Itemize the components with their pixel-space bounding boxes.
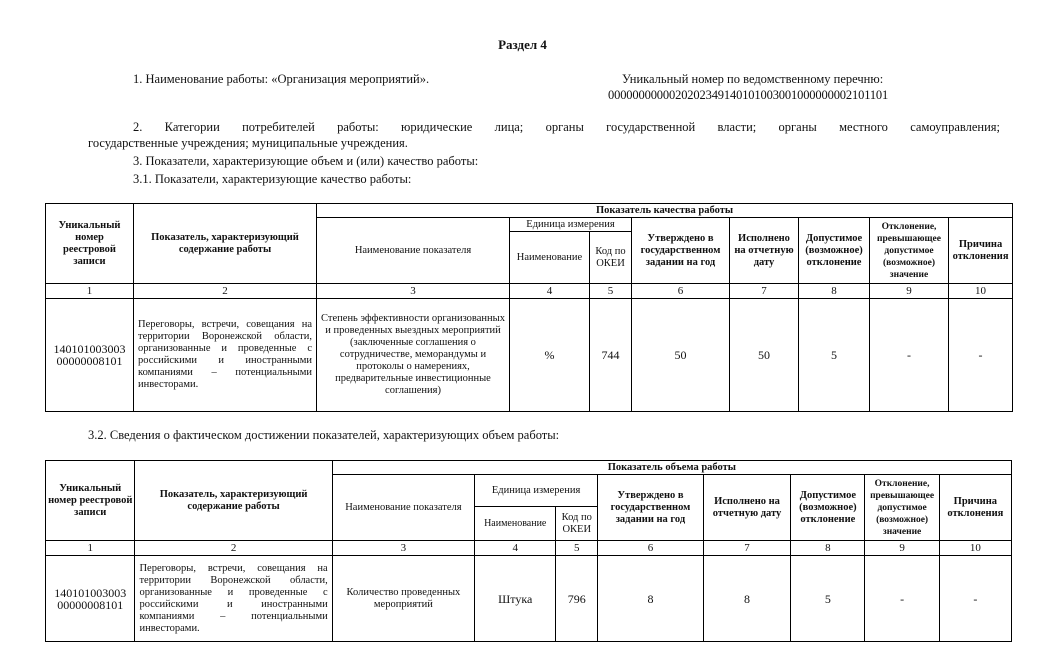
header-unique-number: Уникальный номер реестровой записи bbox=[46, 204, 134, 284]
allowed-deviation-value: 5 bbox=[799, 299, 870, 412]
col-num-9: 9 bbox=[865, 541, 939, 556]
registry-label: Уникальный номер по ведомственному перечню: bbox=[622, 72, 884, 86]
deviation-reason-value: - bbox=[949, 299, 1013, 412]
header-content-indicator: Показатель, характеризующий содержание работы bbox=[135, 461, 332, 541]
header-approved: Утверждено в государственном задании на год bbox=[598, 475, 704, 541]
header-indicator-name: Наименование показателя bbox=[317, 218, 510, 284]
col-num-6: 6 bbox=[598, 541, 704, 556]
allowed-deviation-value: 5 bbox=[791, 556, 865, 642]
registry-number: 0000000000020202349140101003001000000002101101 bbox=[608, 88, 889, 102]
header-quality-group: Показатель качества работы bbox=[317, 204, 1013, 218]
col-num-1: 1 bbox=[46, 541, 135, 556]
col-num-3: 3 bbox=[317, 284, 510, 299]
header-allowed-deviation: Допустимое (возможное) отклонение bbox=[799, 218, 870, 284]
col-num-10: 10 bbox=[939, 541, 1011, 556]
col-num-5: 5 bbox=[590, 284, 632, 299]
col-num-6: 6 bbox=[632, 284, 730, 299]
col-num-2: 2 bbox=[135, 541, 332, 556]
header-unit-name: Наименование bbox=[510, 232, 590, 284]
unique-number: 140101003003 00000008101 bbox=[46, 299, 134, 412]
col-num-7: 7 bbox=[730, 284, 799, 299]
section-title: Раздел 4 bbox=[498, 37, 547, 52]
exceeding-deviation-value: - bbox=[870, 299, 949, 412]
consumer-categories-line1: 2. Категории потребителей работы: юридические лица; органы государственной власти; органы местного самоуправления; bbox=[133, 120, 1000, 134]
header-unit: Единица измерения bbox=[475, 475, 598, 507]
header-exceeding-deviation: Отклонение, превышающее допустимое (возможное) значение bbox=[870, 218, 949, 284]
header-exceeding-deviation: Отклонение, превышающее допустимое (возможное) значение bbox=[865, 475, 939, 541]
quality-indicators-heading: 3.1. Показатели, характеризующие качество работы: bbox=[133, 172, 412, 186]
header-indicator-name: Наименование показателя bbox=[332, 475, 474, 541]
header-approved: Утверждено в государственном задании на год bbox=[632, 218, 730, 284]
unique-number: 140101003003 00000008101 bbox=[46, 556, 135, 642]
header-okei: Код по ОКЕИ bbox=[590, 232, 632, 284]
header-executed: Исполнено на отчетную дату bbox=[730, 218, 799, 284]
volume-indicators-heading: 3.2. Сведения о фактическом достижении показателей, характеризующих объем работы: bbox=[88, 428, 560, 442]
work-name: 1. Наименование работы: «Организация мероприятий». bbox=[133, 72, 430, 86]
okei-code: 796 bbox=[556, 556, 598, 642]
table-row bbox=[46, 299, 1013, 412]
unit-name: Штука bbox=[475, 556, 556, 642]
unit-name: % bbox=[510, 299, 590, 412]
indicators-heading: 3. Показатели, характеризующие объем и (или) качество работы: bbox=[133, 154, 479, 168]
quality-table bbox=[45, 203, 1013, 412]
indicator-name: Степень эффективности организованных и проведенных выездных мероприятий (заключенные соглашения о сотрудничестве, меморандумы и протоколы о намерениях, предварительные инвестиционные соглашения) bbox=[317, 299, 510, 412]
executed-value: 50 bbox=[730, 299, 799, 412]
okei-code: 744 bbox=[590, 299, 632, 412]
header-unit: Единица измерения bbox=[510, 218, 632, 232]
indicator-name: Количество проведенных мероприятий bbox=[332, 556, 474, 642]
col-num-10: 10 bbox=[949, 284, 1013, 299]
col-num-5: 5 bbox=[556, 541, 598, 556]
col-num-9: 9 bbox=[870, 284, 949, 299]
column-number-row bbox=[46, 284, 1013, 299]
header-unit-name: Наименование bbox=[475, 507, 556, 541]
col-num-2: 2 bbox=[134, 284, 317, 299]
col-num-3: 3 bbox=[332, 541, 474, 556]
approved-value: 50 bbox=[632, 299, 730, 412]
col-num-8: 8 bbox=[799, 284, 870, 299]
header-unique-number: Уникальный номер реестровой записи bbox=[46, 461, 135, 541]
exceeding-deviation-value: - bbox=[865, 556, 939, 642]
header-allowed-deviation: Допустимое (возможное) отклонение bbox=[791, 475, 865, 541]
header-deviation-reason: Причина отклонения bbox=[939, 475, 1011, 541]
executed-value: 8 bbox=[703, 556, 790, 642]
deviation-reason-value: - bbox=[939, 556, 1011, 642]
volume-table bbox=[45, 460, 1012, 642]
col-num-7: 7 bbox=[703, 541, 790, 556]
header-okei: Код по ОКЕИ bbox=[556, 507, 598, 541]
header-content-indicator: Показатель, характеризующий содержание работы bbox=[134, 204, 317, 284]
header-volume-group: Показатель объема работы bbox=[332, 461, 1011, 475]
content-indicator: Переговоры, встречи, совещания на территории Воронежской области, организованные и проведенные с российскими и иностранными компаниями – потенциальными инвесторами. bbox=[135, 556, 332, 642]
header-deviation-reason: Причина отклонения bbox=[949, 218, 1013, 284]
column-number-row bbox=[46, 541, 1012, 556]
col-num-1: 1 bbox=[46, 284, 134, 299]
consumer-categories-line2: государственные учреждения; муниципальные учреждения. bbox=[88, 136, 408, 150]
col-num-4: 4 bbox=[475, 541, 556, 556]
table-row bbox=[46, 556, 1012, 642]
approved-value: 8 bbox=[598, 556, 704, 642]
col-num-4: 4 bbox=[510, 284, 590, 299]
header-executed: Исполнено на отчетную дату bbox=[703, 475, 790, 541]
content-indicator: Переговоры, встречи, совещания на территории Воронежской области, организованные и проведенные с российскими и иностранными компаниями – потенциальными инвесторами. bbox=[134, 299, 317, 412]
col-num-8: 8 bbox=[791, 541, 865, 556]
